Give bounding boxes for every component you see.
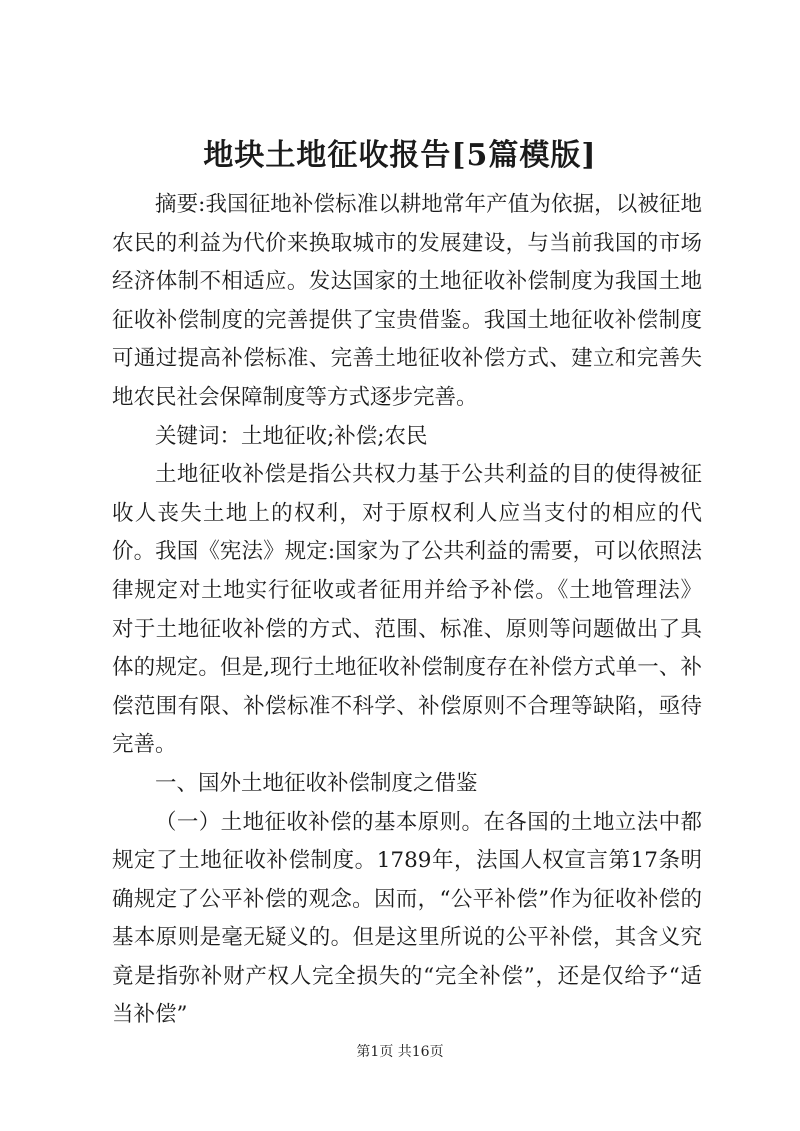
keywords-paragraph: 关键词：土地征收;补偿;农民 [155, 423, 428, 449]
abstract-paragraph: 摘要:我国征地补偿标准以耕地常年产值为依据，以被征地农民的利益为代价来换取城市的发展建设，与当前我国的市场经济体制不相适应。发达国家的土地征收补偿制度为我国土地征收补偿制度的完善提供了宝贵借鉴。我国土地征收补偿制度可通过提高补偿标准、完善土地征收补偿方式、建立和完善失地农民社会保障制度等方式逐步完善。 [112, 192, 702, 410]
body-paragraph: （一）土地征收补偿的基本原则。在各国的土地立法中都规定了土地征收补偿制度。1789年，法国人权宣言第17条明确规定了公平补偿的观念。因而，“公平补偿”作为征收补偿的基本原则是毫无疑义的。但是这里所说的公平补偿，其含义究竟是指弥补财产权人完全损失的“完全补偿”，还是仅给予“适当补偿” [112, 809, 702, 1028]
section-heading: 一、国外土地征收补偿制度之借鉴 [155, 770, 478, 796]
document-body [112, 186, 702, 1035]
page-footer: 第1页 共16页 [356, 1044, 444, 1060]
intro-paragraph: 土地征收补偿是指公共权力基于公共利益的目的使得被征收人丧失土地上的权利，对于原权利人应当支付的相应的代价。我国《宪法》规定:国家为了公共利益的需要，可以依照法律规定对土地实行征收或者征用并给予补偿。《土地管理法》对于土地征收补偿的方式、范围、标准、原则等问题做出了具体的规定。但是,现行土地征收补偿制度存在补偿方式单一、补偿范围有限、补偿标准不科学、补偿原则不合理等缺陷，亟待完善。 [112, 462, 702, 758]
document-title: 地块土地征收报告[5篇模版] [203, 138, 597, 173]
